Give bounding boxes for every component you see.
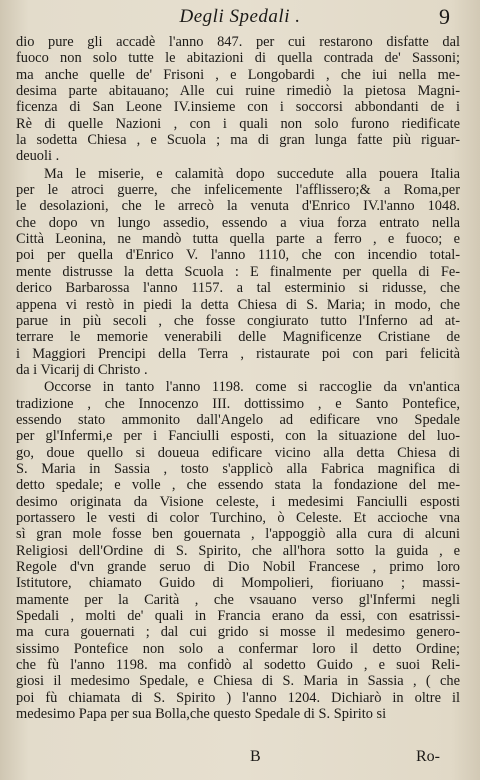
text-line: detto spedale; e volle , che essendo stata la fondazione del me- xyxy=(16,477,460,494)
text-line: che dopo vn lungo assedio, essendo a viua forza entrato nella xyxy=(16,214,460,231)
text-line: ficenza di San Leone IV.insieme con i soccorsi abbondanti de i xyxy=(16,99,460,116)
text-line: Occorse in tanto l'anno 1198. come si raccoglie da vn'antica xyxy=(44,379,460,396)
text-line: portassero le vesti di color Turchino, ò Celeste. Et accioche vna xyxy=(16,509,460,526)
text-line: terrare le memorie venerabili delle Magnificenze Cristiane de xyxy=(16,329,460,346)
text-line: essendo stato ammonito dall'Angelo ad edificare vno Spedale xyxy=(16,411,460,428)
text-line: i Maggiori Prencipi della Terra , ristaurate poi con pari felicità xyxy=(16,345,460,362)
paragraph xyxy=(16,379,460,722)
text-line: ma cura gouernati ; dal cui grido si mosse il medesimo genero- xyxy=(16,624,460,641)
text-line: per gl'Infermi,e per i Fanciulli esposti, con la situazione del luo- xyxy=(16,428,460,445)
text-line: deuoli . xyxy=(16,148,60,165)
text-line: Città Leonina, ne mandò tutta quella parte a ferro , e fuoco; e xyxy=(16,231,460,248)
text-line: desimo originata da Visione celeste, i medesimi Fanciulli esposti xyxy=(16,493,460,510)
page-body xyxy=(16,34,460,722)
text-line: che fù l'anno 1198. ma confidò al sodetto Guido , e suoi Reli- xyxy=(16,657,460,674)
text-line: ma anche quelle de' Frisoni , e Longobardi , che iui nella me- xyxy=(16,66,460,83)
text-line: sì gran mole fosse ben gouernata , l'appoggiò alla cura di alcuni xyxy=(16,526,460,543)
text-line: derico Barbarossa l'anno 1157. a tal esterminio si ridusse, che xyxy=(16,280,460,297)
text-line: Istitutore, chiamato Guido di Mompolieri, fioriuano ; massi- xyxy=(16,575,460,592)
text-line: dio pure gli accadè l'anno 847. per cui restarono disfatte dal xyxy=(16,34,460,50)
text-line: giosi il medesimo Spedale, e Chiesa di S. Maria in Sassia , ( che xyxy=(16,673,460,690)
text-line: Regole d'vn grande seruo di Dio Nobil Francese , primo loro xyxy=(16,559,460,575)
text-line: medesimo Papa per sua Bolla,che questo Spedale di S. Spirito si xyxy=(16,706,387,723)
text-line: mamente per la Carità , che vsauano verso gl'Infermi negli xyxy=(16,591,460,608)
catchword: Ro- xyxy=(416,748,440,765)
text-line: parue in più secoli , che fosse congiurato tutto l'Inferno ad at- xyxy=(16,312,460,329)
text-line: tradizione , che Innocenzo III. dottissimo , e Santo Pontefice, xyxy=(16,395,460,412)
text-line: Rè di quelle Nazioni , con i quali non solo furono riedificate xyxy=(16,115,460,132)
paragraph xyxy=(16,166,460,378)
paragraph xyxy=(16,34,460,165)
page-header xyxy=(0,6,480,32)
signature-mark: B xyxy=(250,748,261,765)
text-line: Religiosi dell'Ordine di S. Spirito, che all'hora sotto la guida , e xyxy=(16,542,460,559)
text-line: poi per quella d'Enrico V. l'anno 1110, che con incendio total- xyxy=(16,247,460,264)
text-line: da i Vicarij di Christo . xyxy=(16,361,148,378)
text-line: la sodetta Chiesa , e Scuola ; ma di gran lunga fatte più riguar- xyxy=(16,132,460,149)
running-head: Degli Spedali . xyxy=(179,6,301,27)
text-line: go, doue quello si doueua edificare vicino alla detta Chiesa di xyxy=(16,444,460,461)
text-line: fuoco non solo tutte le abitazioni di quella contrada de' Sassoni; xyxy=(16,50,460,67)
text-line: appena vi restò in piedi la detta Chiesa di S. Maria; in modo, che xyxy=(16,296,460,313)
text-line: per le atroci guerre, che infelicemente l'afflissero;& a Roma,per xyxy=(16,182,460,199)
text-line: desima parte abitauano; Alle cui ruine rimediò la pietosa Magni- xyxy=(16,83,460,100)
page-footer xyxy=(0,746,480,766)
text-line: Ma le miserie, e calamità dopo succedute alla pouera Italia xyxy=(44,165,460,182)
text-line: le desolazioni, che le arrecò la venuta d'Enrico IV.l'anno 1048. xyxy=(16,198,460,215)
text-line: Spedali , molti de' quali in Francia erano da essi, con esatrissi- xyxy=(16,608,460,625)
text-line: S. Maria in Sassia , tosto s'applicò alla Fabrica magnifica di xyxy=(16,460,460,477)
text-line: mente distrusse la detta Scuola : E finalmente per quella di Fe- xyxy=(16,263,460,280)
page-number: 9 xyxy=(439,4,450,29)
text-line: sissimo Pontefice non solo a confermar loro il detto Ordine; xyxy=(16,640,460,657)
text-line: poi fù chiamata di S. Spirito ) l'anno 1204. Dichiarò in oltre il xyxy=(16,689,460,706)
